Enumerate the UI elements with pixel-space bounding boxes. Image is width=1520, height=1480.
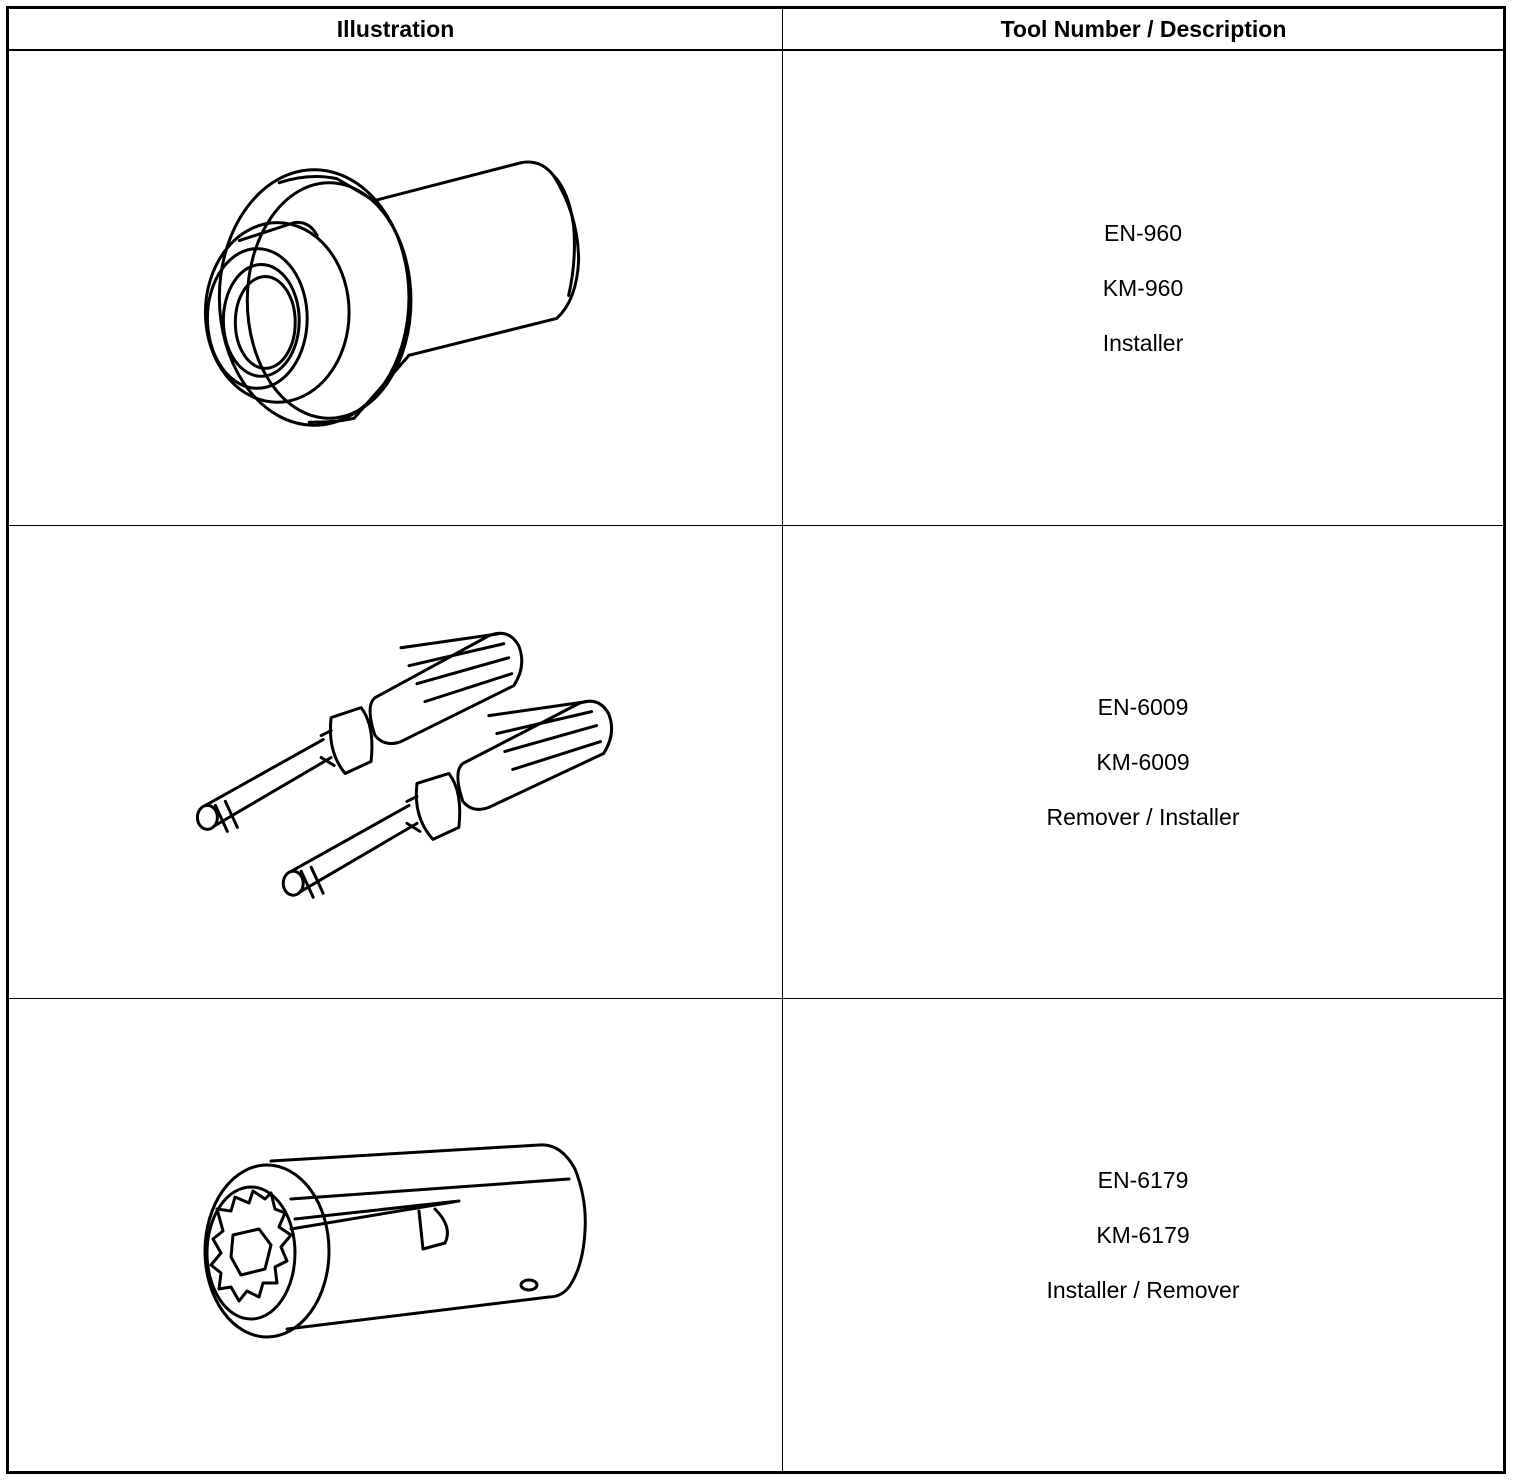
table-header — [9, 9, 1503, 51]
bushing-installer-icon — [9, 51, 782, 525]
screwdriver-tools-icon — [9, 526, 782, 998]
description-cell — [783, 51, 1503, 525]
tool-number-km: KM-960 — [1102, 274, 1184, 301]
tool-number-en: EN-960 — [1104, 219, 1182, 246]
tool-table — [6, 6, 1506, 1474]
description-cell — [783, 526, 1503, 998]
illustration-cell — [9, 51, 782, 525]
table-row — [9, 999, 1503, 1471]
tool-number-km: KM-6179 — [1096, 1221, 1190, 1248]
tool-number-en: EN-6179 — [1097, 1166, 1189, 1193]
tool-number-en: EN-6009 — [1097, 693, 1189, 720]
illustration-cell — [9, 526, 782, 998]
tool-number-km: KM-6009 — [1096, 748, 1190, 775]
tool-description: Installer — [1102, 329, 1184, 356]
tool-description: Installer / Remover — [1046, 1276, 1240, 1303]
header-illustration: Illustration — [336, 15, 455, 42]
table-row — [9, 526, 1503, 999]
slotted-socket-icon — [9, 999, 782, 1471]
header-tool-number: Tool Number / Description — [1000, 15, 1287, 42]
tool-description: Remover / Installer — [1046, 803, 1240, 830]
illustration-cell — [9, 999, 782, 1471]
description-cell — [783, 999, 1503, 1471]
table-row — [9, 51, 1503, 526]
